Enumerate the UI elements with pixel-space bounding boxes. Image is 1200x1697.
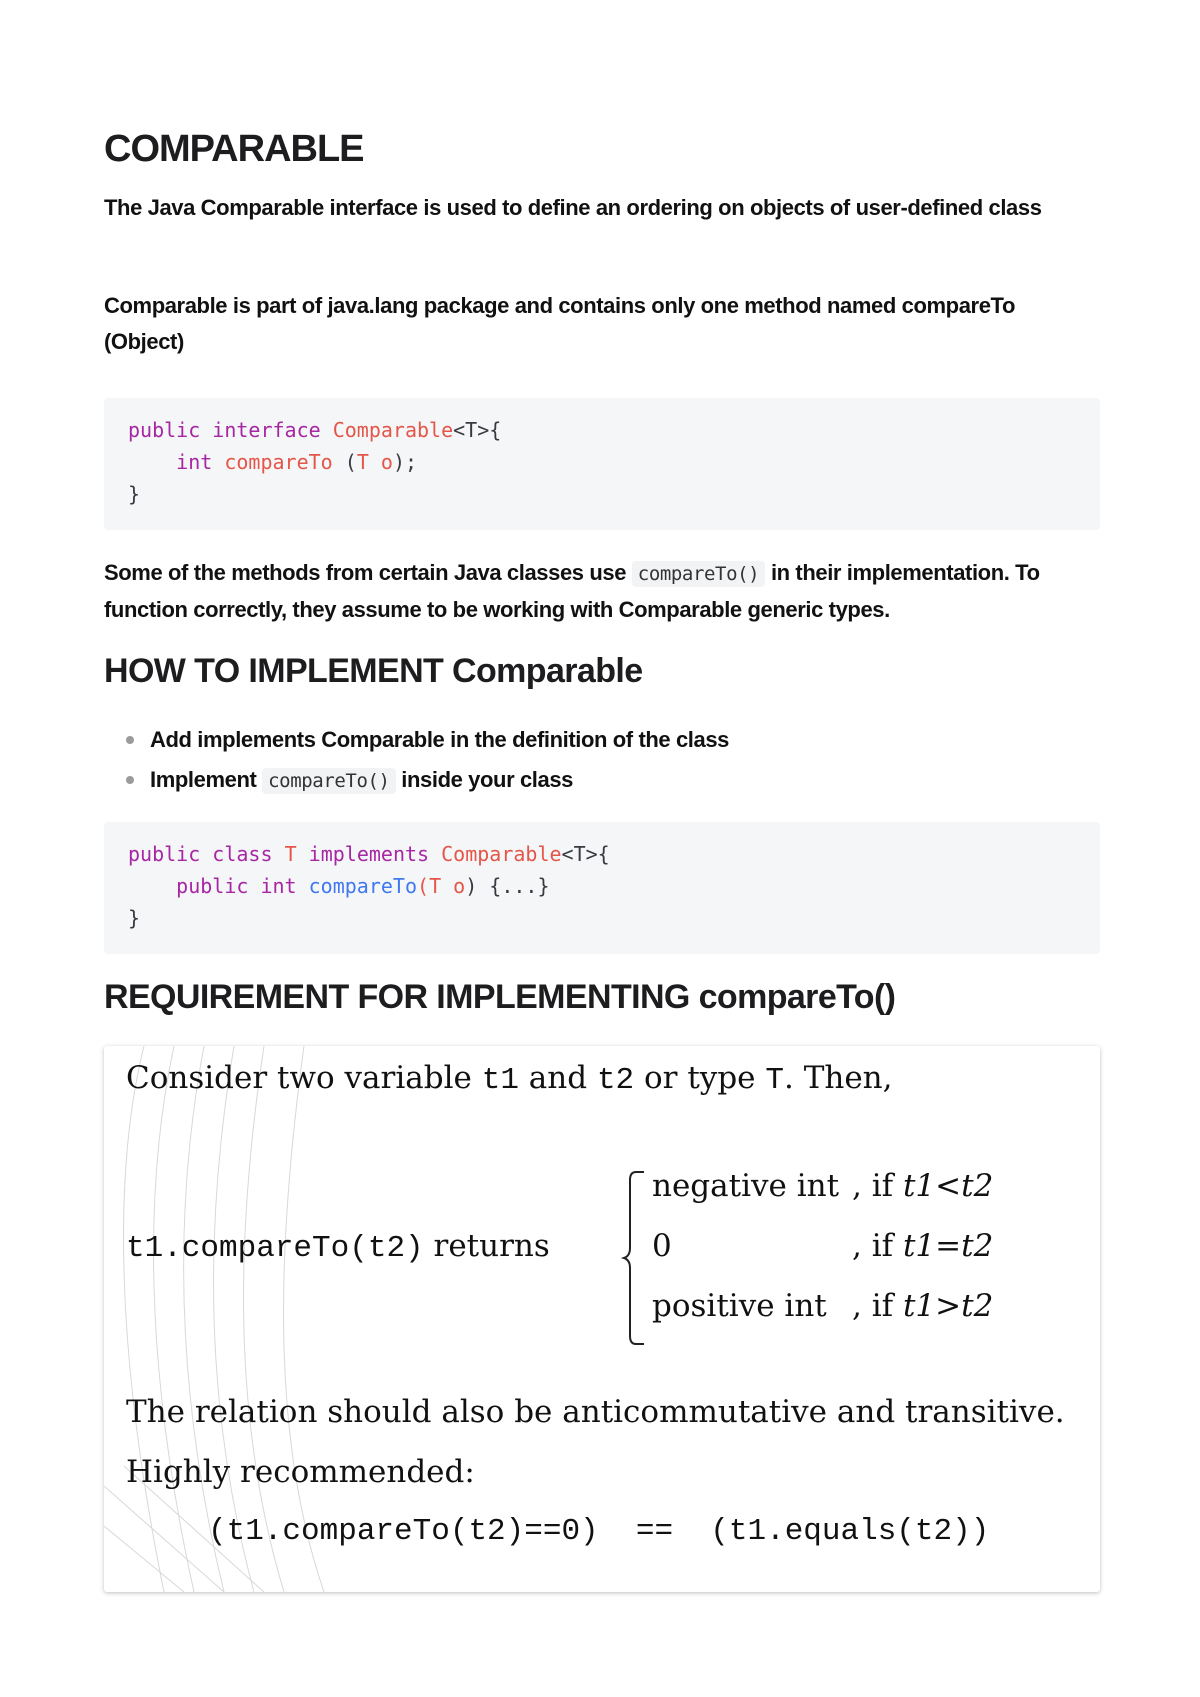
- code-token: <T>{: [453, 418, 502, 442]
- code-token: implements: [308, 842, 430, 866]
- code-line: }: [128, 482, 141, 506]
- code-token: interface: [212, 418, 321, 442]
- section-heading-implement: HOW TO IMPLEMENT Comparable: [104, 652, 643, 690]
- code-block-implementation: [104, 822, 1100, 954]
- figure-relation-line: The relation should also be anticommutative and transitive.: [126, 1394, 1065, 1430]
- figure-code: T: [765, 1063, 784, 1098]
- intro-paragraph-1: The Java Comparable interface is used to define an ordering on objects of user-defined class: [104, 195, 1042, 220]
- code-token: Comparable: [332, 418, 454, 442]
- case-positive-value: positive int: [652, 1288, 827, 1324]
- section-heading-requirement: REQUIREMENT FOR IMPLEMENTING compareTo(): [104, 978, 896, 1016]
- list-item-text: Implement: [150, 767, 257, 792]
- figure-math: t1=t2: [902, 1228, 994, 1264]
- code-token: class: [212, 842, 273, 866]
- code-token: public: [176, 874, 249, 898]
- code-token: o: [453, 874, 466, 898]
- figure-recommended-line: Highly recommended:: [126, 1454, 475, 1490]
- code-token: int: [176, 450, 213, 474]
- bullet-list: [104, 720, 729, 800]
- figure-text: returns: [423, 1228, 550, 1264]
- figure-text: or type: [634, 1060, 766, 1096]
- figure-text: , if: [852, 1288, 903, 1324]
- code-token: );: [392, 450, 418, 474]
- bullet-dot-icon: [126, 776, 134, 784]
- code-line: [128, 446, 1076, 478]
- case-negative-value: negative int: [652, 1168, 840, 1204]
- figure-text: , if: [852, 1228, 903, 1264]
- figure-consider-line: [126, 1060, 893, 1098]
- case-zero-condition: [852, 1228, 993, 1264]
- code-token: int: [260, 874, 297, 898]
- figure-text: . Then,: [783, 1060, 893, 1096]
- inline-code: compareTo(): [632, 561, 765, 587]
- background-watermark-icon: [104, 1046, 404, 1592]
- code-token: Comparable: [441, 842, 562, 866]
- implementation-paragraph: [104, 555, 1100, 628]
- paragraph-text: Some of the methods from certain Java classes use: [104, 560, 627, 585]
- page-title: COMPARABLE: [104, 128, 364, 170]
- code-token: T: [284, 842, 297, 866]
- case-positive-condition: [852, 1288, 993, 1324]
- code-token: public: [128, 418, 201, 442]
- paragraph-text: in their implementation. To function correctly, they assume to be working with Comparable generic types.: [104, 560, 1040, 622]
- code-token: compareTo: [224, 450, 333, 474]
- figure-formula: (t1.compareTo(t2)==0) == (t1.equals(t2)): [208, 1514, 990, 1549]
- figure-math: t1<t2: [902, 1168, 994, 1204]
- code-token: ) {...}: [465, 874, 550, 898]
- figure-code: t2: [596, 1063, 635, 1098]
- figure-math: t1>t2: [902, 1288, 994, 1324]
- figure-code: t1.compareTo(t2): [126, 1231, 424, 1266]
- code-line: [128, 414, 1076, 446]
- code-token: (: [417, 874, 430, 898]
- list-item: [104, 720, 729, 760]
- bullet-dot-icon: [126, 736, 134, 744]
- code-line: [128, 870, 1076, 902]
- code-token: <T>{: [561, 842, 610, 866]
- code-line: }: [128, 906, 141, 930]
- figure-code: t1: [481, 1063, 519, 1098]
- figure-text: and: [518, 1060, 597, 1096]
- code-token: compareTo: [308, 874, 418, 898]
- code-token: o: [380, 450, 393, 474]
- inline-code: compareTo(): [262, 768, 395, 794]
- code-token: T: [356, 450, 369, 474]
- code-token: T: [429, 874, 442, 898]
- left-brace-icon: [616, 1168, 656, 1348]
- case-negative-condition: [852, 1168, 993, 1204]
- case-zero-value: 0: [652, 1228, 672, 1264]
- figure-text: , if: [852, 1168, 903, 1204]
- code-block-interface: [104, 398, 1100, 530]
- figure-call-line: [126, 1228, 550, 1266]
- list-item-text: Add implements Comparable in the definition of the class: [150, 727, 730, 752]
- code-token: (: [332, 450, 357, 474]
- intro-paragraph-2: Comparable is part of java.lang package and contains only one method named compareTo (Object): [104, 293, 1015, 354]
- figure-text: Consider two variable: [126, 1060, 482, 1096]
- code-token: public: [128, 842, 201, 866]
- code-line: [128, 838, 1076, 870]
- list-item: [104, 760, 729, 800]
- list-item-text: inside your class: [401, 767, 574, 792]
- requirement-figure: [104, 1046, 1100, 1592]
